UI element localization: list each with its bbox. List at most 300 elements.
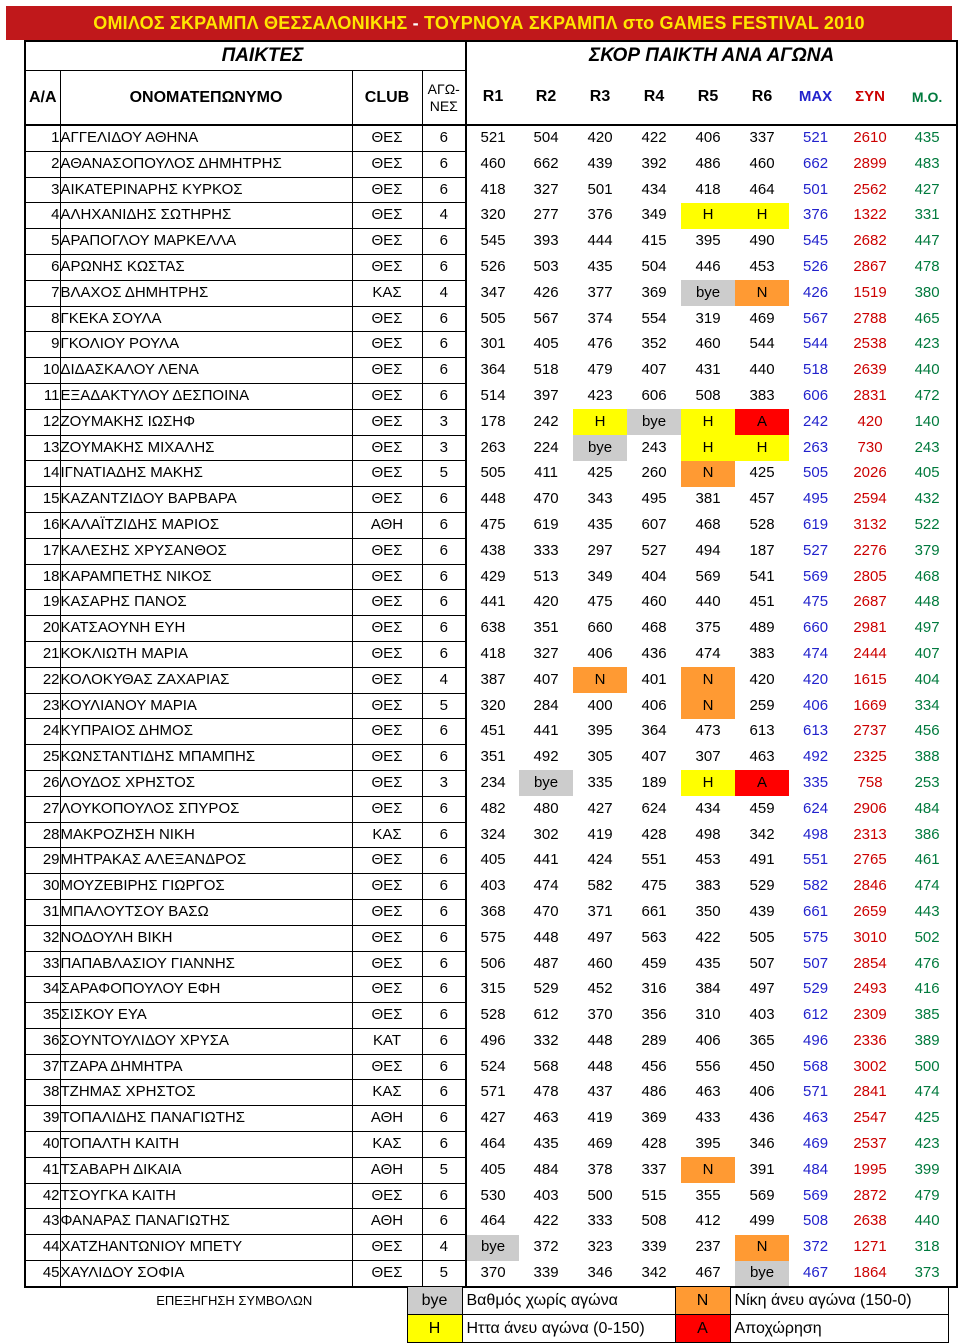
round-5-score: 460 — [695, 335, 721, 353]
max-score: 661 — [803, 902, 829, 920]
total-score: 2336 — [853, 1031, 887, 1049]
round-3-score: 323 — [587, 1238, 613, 1256]
player-club: ΑΘΗ — [352, 1106, 422, 1132]
round-3-score: 479 — [587, 361, 613, 379]
total-score: 2594 — [853, 490, 887, 508]
round-3-score: 424 — [587, 851, 613, 869]
total-score: 2659 — [853, 902, 887, 920]
round-2-score: 393 — [533, 232, 559, 250]
round-6-score: 529 — [749, 877, 775, 895]
round-1-score: 418 — [480, 644, 506, 662]
round-3-score: Η — [573, 409, 627, 435]
round-2-score: 568 — [533, 1057, 559, 1075]
total-score: 1519 — [853, 283, 887, 301]
row-number: 7 — [25, 280, 60, 306]
round-5-score: Η — [681, 770, 735, 796]
player-club: ΘΕΣ — [352, 641, 422, 667]
round-3-score: 582 — [587, 877, 613, 895]
table-row — [25, 203, 957, 229]
round-4-score: 316 — [641, 980, 667, 998]
player-name: ΑΡΩΝΗΣ ΚΩΣΤΑΣ — [60, 254, 352, 280]
round-2-score: bye — [519, 770, 573, 796]
round-2-score: 339 — [519, 1261, 573, 1287]
round-5-score: 468 — [695, 515, 721, 533]
round-6-score: 497 — [749, 980, 775, 998]
round-2-score: 435 — [533, 1135, 559, 1153]
round-3-score: 501 — [587, 180, 613, 198]
row-number: 13 — [25, 435, 60, 461]
round-4-score: 475 — [641, 877, 667, 895]
round-2-score: 397 — [533, 386, 559, 404]
round-1-score: 464 — [480, 1212, 506, 1230]
round-2-score: 504 — [533, 129, 559, 147]
player-club: ΑΘΗ — [352, 1157, 422, 1183]
round-3-score: 435 — [587, 515, 613, 533]
round-1-score: 234 — [480, 773, 506, 791]
round-5-score: 384 — [695, 980, 721, 998]
player-club: ΘΕΣ — [352, 899, 422, 925]
games-count: 6 — [422, 719, 466, 745]
player-club: ΘΕΣ — [352, 796, 422, 822]
header-aa: Α/Α — [25, 71, 60, 126]
round-2-score: 529 — [533, 980, 559, 998]
round-1-score: 638 — [480, 619, 506, 637]
player-club: ΘΕΣ — [352, 667, 422, 693]
max-score: 475 — [803, 593, 829, 611]
round-6-score: 460 — [749, 154, 775, 172]
round-1-score: 545 — [480, 232, 506, 250]
total-score: 2841 — [853, 1083, 887, 1101]
round-3-score: 376 — [587, 206, 613, 224]
player-name: ΚΟΛΟΚΥΘΑΣ ΖΑΧΑΡΙΑΣ — [60, 667, 352, 693]
round-1-score: 521 — [480, 129, 506, 147]
average-score: 522 — [898, 512, 957, 538]
row-number: 30 — [25, 874, 60, 900]
table-row — [25, 435, 957, 461]
row-number: 24 — [25, 719, 60, 745]
round-1-score: 405 — [480, 851, 506, 869]
table-row — [25, 1054, 957, 1080]
round-1-score: 427 — [480, 1109, 506, 1127]
total-score: 2610 — [853, 129, 887, 147]
round-6-score: 469 — [749, 309, 775, 327]
round-4-score: 364 — [641, 722, 667, 740]
round-2-score: 372 — [533, 1238, 559, 1256]
round-2-score: 448 — [533, 928, 559, 946]
round-2-score: 411 — [534, 464, 558, 482]
round-4-score: 404 — [641, 567, 667, 585]
total-score: 2687 — [853, 593, 887, 611]
games-count: 6 — [422, 1183, 466, 1209]
games-count: 6 — [422, 151, 466, 177]
round-2-score: 302 — [533, 825, 559, 843]
round-6-score: 337 — [749, 129, 775, 147]
max-score: 521 — [803, 129, 829, 147]
round-3-score: 419 — [587, 1109, 613, 1127]
round-3-score: 475 — [587, 593, 613, 611]
round-6-score: Η — [735, 435, 789, 461]
row-number: 14 — [25, 461, 60, 487]
player-name: ΚΑΖΑΝΤΖΙΔΟΥ ΒΑΡΒΑΡΑ — [60, 487, 352, 513]
average-score: 379 — [898, 538, 957, 564]
round-3-score: 435 — [587, 257, 613, 275]
round-4-score: 434 — [641, 180, 667, 198]
round-6-score: 490 — [749, 232, 775, 250]
row-number: 19 — [25, 590, 60, 616]
round-1-score: 451 — [480, 722, 506, 740]
total-score: 2867 — [853, 257, 887, 275]
total-score: 3132 — [853, 515, 887, 533]
round-6-score: Η — [735, 203, 789, 229]
round-5-score: 355 — [695, 1186, 721, 1204]
legend-text-withdrawal: Αποχώρηση — [730, 1315, 948, 1343]
average-score: 243 — [898, 435, 957, 461]
max-score: 526 — [803, 257, 829, 275]
table-row — [25, 693, 957, 719]
table-row — [25, 564, 957, 590]
round-6-score: 391 — [749, 1160, 775, 1178]
header-games-line1: ΑΓΩ- — [427, 80, 460, 97]
round-2-score: 441 — [533, 722, 559, 740]
round-5-score: 486 — [695, 154, 721, 172]
max-score: 463 — [803, 1109, 829, 1127]
player-name: ΜΟΥΖΕΒΙΡΗΣ ΓΙΩΡΓΟΣ — [60, 874, 352, 900]
games-count: 6 — [422, 538, 466, 564]
player-club: ΘΕΣ — [352, 951, 422, 977]
round-6-score: 457 — [749, 490, 775, 508]
round-3-score: 371 — [587, 902, 613, 920]
round-1-score: 441 — [480, 593, 506, 611]
round-4-score: 460 — [641, 593, 667, 611]
round-6-score: 613 — [749, 722, 775, 740]
average-score: 448 — [898, 590, 957, 616]
table-row — [25, 1080, 957, 1106]
player-name: ΓΚΕΚΑ ΣΟΥΛΑ — [60, 306, 352, 332]
games-count: 6 — [422, 925, 466, 951]
games-count: 6 — [422, 745, 466, 771]
round-2-score: 420 — [533, 593, 559, 611]
round-3-score: 333 — [587, 1212, 613, 1230]
round-2-score: 619 — [533, 515, 559, 533]
round-1-score: 530 — [480, 1186, 506, 1204]
player-club: ΚΑΣ — [352, 1132, 422, 1158]
round-6-score: 450 — [749, 1057, 775, 1075]
max-score: 335 — [803, 773, 829, 791]
total-score: 1995 — [853, 1160, 887, 1178]
round-4-score: 369 — [641, 1109, 667, 1127]
round-6-score: 346 — [749, 1135, 775, 1153]
header-name: ΟΝΟΜΑΤΕΠΩΝΥΜΟ — [60, 71, 352, 126]
round-1-score: 178 — [480, 412, 506, 430]
round-2-score: 242 — [533, 412, 559, 430]
games-count: 6 — [422, 1132, 466, 1158]
row-number: 27 — [25, 796, 60, 822]
row-number: 9 — [25, 332, 60, 358]
round-3-score: 448 — [587, 1031, 613, 1049]
average-score: 502 — [898, 925, 957, 951]
results-table — [24, 40, 958, 1288]
legend-symbol-bye: bye — [407, 1287, 462, 1315]
round-4-score: 289 — [641, 1031, 667, 1049]
round-6-score: 541 — [749, 567, 775, 585]
player-club: ΘΕΣ — [352, 461, 422, 487]
player-name: ΤΣΟΥΓΚΑ ΚΑΙΤΗ — [60, 1183, 352, 1209]
header-r5: R5 — [681, 71, 735, 126]
total-score: 2682 — [853, 232, 887, 250]
total-score: 1669 — [853, 696, 887, 714]
round-6-score: 569 — [749, 1186, 775, 1204]
section-players: ΠΑΙΚΤΕΣ — [60, 41, 466, 71]
round-5-score: 395 — [695, 232, 721, 250]
row-number: 42 — [25, 1183, 60, 1209]
table-row — [25, 461, 957, 487]
average-score: 476 — [898, 951, 957, 977]
games-count: 6 — [422, 822, 466, 848]
total-score: 2899 — [853, 154, 887, 172]
max-score: 582 — [803, 877, 829, 895]
total-score: 2831 — [853, 386, 887, 404]
table-row — [25, 409, 957, 435]
average-score: 478 — [898, 254, 957, 280]
games-count: 6 — [422, 306, 466, 332]
title-separator: - — [407, 12, 424, 33]
row-number: 40 — [25, 1132, 60, 1158]
table-row — [25, 1028, 957, 1054]
round-6-score: 528 — [749, 515, 775, 533]
header-r6: R6 — [735, 71, 789, 126]
round-3-score: 335 — [587, 773, 613, 791]
player-club: ΘΕΣ — [352, 848, 422, 874]
round-4-score: 486 — [641, 1083, 667, 1101]
player-name: ΣΙΣΚΟΥ ΕΥΑ — [60, 1003, 352, 1029]
max-score: 496 — [803, 1031, 829, 1049]
round-5-score: 422 — [695, 928, 721, 946]
total-score: 3010 — [853, 928, 887, 946]
max-score: 619 — [803, 515, 829, 533]
round-3-score: 444 — [587, 232, 613, 250]
header-games-line2: ΝΕΣ — [429, 97, 458, 114]
round-3-score: 343 — [587, 490, 613, 508]
round-3-score: 377 — [587, 283, 613, 301]
table-row — [25, 977, 957, 1003]
player-name: ΣΟΥΝΤΟΥΛΙΔΟΥ ΧΡΥΣΑ — [60, 1028, 352, 1054]
player-name: ΒΛΑΧΟΣ ΔΗΜΗΤΡΗΣ — [60, 280, 352, 306]
round-1-score: 301 — [480, 335, 506, 353]
player-name: ΓΚΟΛΙΟΥ ΡΟΥΛΑ — [60, 332, 352, 358]
row-number: 16 — [25, 512, 60, 538]
round-3-score: 406 — [587, 644, 613, 662]
table-row — [25, 848, 957, 874]
player-name: ΔΙΔΑΣΚΑΛΟΥ ΛΕΝΑ — [60, 358, 352, 384]
table-row — [25, 358, 957, 384]
player-name: ΖΟΥΜΑΚΗΣ ΜΙΧΑΛΗΣ — [60, 435, 352, 461]
header-max: MAX — [789, 71, 842, 126]
round-3-score: 423 — [587, 386, 613, 404]
games-count: 3 — [422, 435, 466, 461]
games-count: 4 — [422, 280, 466, 306]
total-score: 2026 — [853, 464, 887, 482]
games-count: 6 — [422, 1106, 466, 1132]
round-5-score: 431 — [695, 361, 721, 379]
round-4-score: 468 — [641, 619, 667, 637]
player-club: ΘΕΣ — [352, 177, 422, 203]
row-number: 28 — [25, 822, 60, 848]
total-score: 2639 — [853, 361, 887, 379]
round-4-score: 459 — [641, 954, 667, 972]
table-row — [25, 899, 957, 925]
round-6-score: 425 — [749, 464, 775, 482]
table-row — [25, 1003, 957, 1029]
round-4-score: 356 — [641, 1006, 667, 1024]
row-number: 35 — [25, 1003, 60, 1029]
games-count: 5 — [422, 1261, 466, 1287]
round-1-score: 347 — [480, 283, 506, 301]
results-body — [25, 125, 957, 1287]
max-score: 469 — [803, 1135, 829, 1153]
round-5-score: Ν — [681, 1157, 735, 1183]
average-score: 479 — [898, 1183, 957, 1209]
round-3-score: 378 — [587, 1160, 613, 1178]
average-score: 318 — [898, 1235, 957, 1261]
round-5-score: Η — [681, 203, 735, 229]
round-6-score: 505 — [749, 928, 775, 946]
round-6-score: 383 — [749, 386, 775, 404]
round-2-score: 441 — [533, 851, 559, 869]
header-r1: R1 — [466, 71, 519, 126]
round-1-score: 429 — [480, 567, 506, 585]
table-row — [25, 616, 957, 642]
round-5-score: 237 — [695, 1238, 721, 1256]
table-row — [25, 925, 957, 951]
table-row — [25, 1183, 957, 1209]
max-score: 660 — [803, 619, 829, 637]
round-1-score: 324 — [480, 825, 506, 843]
player-club: ΘΕΣ — [352, 590, 422, 616]
round-5-score: Η — [681, 409, 735, 435]
row-number: 8 — [25, 306, 60, 332]
round-5-score: Ν — [681, 693, 735, 719]
round-4-score: 563 — [641, 928, 667, 946]
round-1-score: 505 — [480, 464, 506, 482]
player-name: ΧΑΤΖΗΑΝΤΩΝΙΟΥ ΜΠΕΤΥ — [60, 1235, 352, 1261]
player-name: ΚΑΛΑΪΤΖΙΔΗΣ ΜΑΡΙΟΣ — [60, 512, 352, 538]
player-club: ΘΕΣ — [352, 1183, 422, 1209]
round-6-score: 489 — [749, 619, 775, 637]
round-2-score: 503 — [533, 257, 559, 275]
round-1-score: 524 — [480, 1057, 506, 1075]
legend-text-bye: Βαθμός χωρίς αγώνα — [462, 1287, 675, 1315]
round-1-score: 364 — [480, 361, 506, 379]
max-score: 406 — [803, 696, 829, 714]
total-score: 2313 — [853, 825, 887, 843]
max-score: 551 — [803, 851, 829, 869]
row-number: 15 — [25, 487, 60, 513]
header-r3: R3 — [573, 71, 627, 126]
player-name: ΧΑΥΛΙΔΟΥ ΣΟΦΙΑ — [60, 1261, 352, 1287]
round-3-score: 400 — [587, 696, 613, 714]
max-score: 545 — [803, 232, 829, 250]
games-count: 4 — [422, 667, 466, 693]
total-score: 2854 — [853, 954, 887, 972]
table-row — [25, 745, 957, 771]
average-score: 435 — [898, 125, 957, 151]
round-5-score: 395 — [695, 1135, 721, 1153]
games-count: 6 — [422, 1080, 466, 1106]
average-score: 447 — [898, 229, 957, 255]
round-6-score: Ν — [735, 280, 789, 306]
player-club: ΘΕΣ — [352, 977, 422, 1003]
table-row — [25, 306, 957, 332]
round-6-score: 439 — [749, 902, 775, 920]
round-6-score: 507 — [749, 954, 775, 972]
table-row — [25, 951, 957, 977]
round-1-score: 418 — [480, 180, 506, 198]
table-row — [25, 719, 957, 745]
row-number: 45 — [25, 1261, 60, 1287]
round-4-score: 352 — [641, 335, 667, 353]
round-1-score: 506 — [480, 954, 506, 972]
round-5-score: 498 — [695, 825, 721, 843]
round-1-score: 315 — [480, 980, 506, 998]
average-score: 461 — [898, 848, 957, 874]
player-name: ΙΓΝΑΤΙΑΔΗΣ ΜΑΚΗΣ — [60, 461, 352, 487]
round-6-score: Α — [735, 770, 789, 796]
round-4-score: 456 — [641, 1057, 667, 1075]
games-count: 6 — [422, 1003, 466, 1029]
player-club: ΘΕΣ — [352, 1003, 422, 1029]
games-count: 6 — [422, 874, 466, 900]
round-3-score: 427 — [587, 799, 613, 817]
total-score: 2309 — [853, 1006, 887, 1024]
row-number: 25 — [25, 745, 60, 771]
average-score: 423 — [898, 1132, 957, 1158]
round-1-score: 368 — [480, 902, 506, 920]
round-4-score: 504 — [641, 257, 667, 275]
average-score: 472 — [898, 383, 957, 409]
round-2-score: 567 — [533, 309, 559, 327]
table-row — [25, 538, 957, 564]
player-name: ΚΩΝΣΤΑΝΤΙΔΗΣ ΜΠΑΜΠΗΣ — [60, 745, 352, 771]
round-5-score: 508 — [695, 386, 721, 404]
max-score: 376 — [803, 206, 829, 224]
games-count: 6 — [422, 177, 466, 203]
average-score: 385 — [898, 1003, 957, 1029]
player-club: ΘΕΣ — [352, 409, 422, 435]
round-5-score: 494 — [695, 541, 721, 559]
round-3-score: 500 — [587, 1186, 613, 1204]
table-row — [25, 332, 957, 358]
games-count: 6 — [422, 616, 466, 642]
player-name: ΜΠΑΛΟΥΤΣΟΥ ΒΑΣΩ — [60, 899, 352, 925]
round-3-score: 370 — [587, 1006, 613, 1024]
max-score: 569 — [803, 1186, 829, 1204]
round-2-score: 405 — [533, 335, 559, 353]
round-5-score: 319 — [695, 309, 721, 327]
round-1-score: 514 — [480, 386, 506, 404]
legend-text-win: Νίκη άνευ αγώνα (150-0) — [730, 1287, 948, 1315]
player-name: ΚΟΥΛΙΑΝΟΥ ΜΑΡΙΑ — [60, 693, 352, 719]
header-club: CLUB — [352, 71, 422, 126]
row-number: 3 — [25, 177, 60, 203]
round-4-score: 342 — [627, 1261, 681, 1287]
average-score: 388 — [898, 745, 957, 771]
max-score: 505 — [803, 464, 829, 482]
round-4-score: 369 — [641, 283, 667, 301]
table-row — [25, 512, 957, 538]
round-2-score: 518 — [533, 361, 559, 379]
round-2-score: 351 — [533, 619, 559, 637]
max-score: 420 — [803, 670, 829, 688]
